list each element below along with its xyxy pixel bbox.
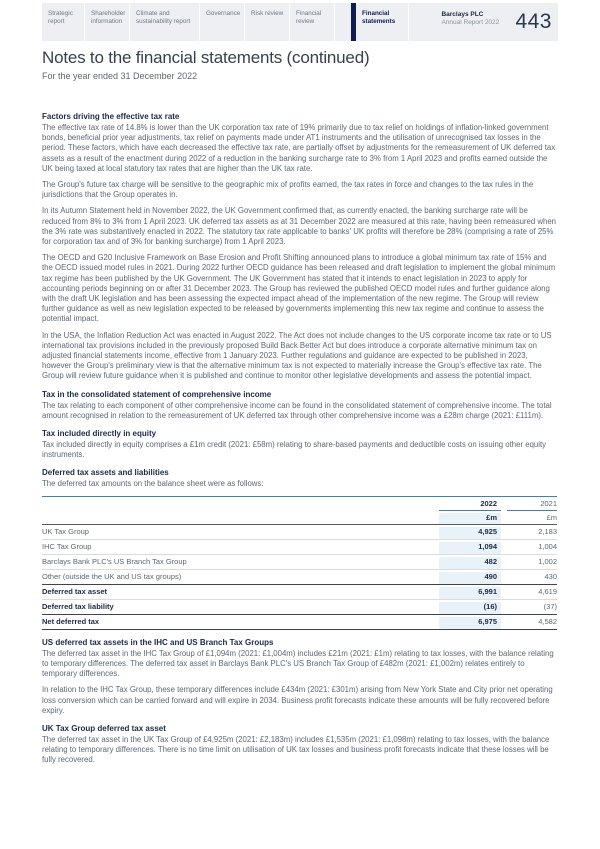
paragraph: The effective tax rate of 14.8% is lower than the UK corporation tax rate of 19% primarily due to tax relief on holdings of inflation-linked government bonds, beneficial prior year adjustments, tax relief on payments made under AT1 instruments and the utilisation of unrecognised tax losses in the period. These factors, which have each decreased the effective tax rate, are partially offset by adjustments for the remeasurement of UK deferred tax assets as a result of the enactment during 2022 of a reduction in the banking surcharge rate to 3% from 1 April 2023 and profits earned outside the UK being taxed at local statutory tax rates that are higher than the UK tax rate.: [42, 123, 556, 173]
paragraph: The Group's future tax charge will be sensitive to the geographic mix of profits earned, the tax rates in force and changes to the tax rules in the jurisdictions that the Group operates in.: [42, 180, 534, 200]
tab-label: Financial review: [296, 10, 322, 25]
value-2021: 4,619: [538, 586, 557, 596]
paragraph: Tax included directly in equity comprises a £1m credit (2021: £58m) relating to share-based payments and deductible costs on issuing other equity instruments.: [42, 440, 547, 460]
brand-block: [441, 3, 513, 41]
value-2022: (16): [439, 602, 501, 614]
page-subtitle: For the year ended 31 December 2022: [42, 71, 198, 81]
value-2021: 2,183: [538, 526, 557, 536]
paragraph: The deferred tax amounts on the balance sheet were as follows:: [42, 479, 264, 489]
tab-governance[interactable]: [200, 3, 245, 41]
tab-shareholder-information[interactable]: [85, 3, 130, 41]
tab-financial-review[interactable]: [290, 3, 335, 41]
table-row-deferred-tax-asset: [42, 585, 557, 600]
value-2022: 6,975: [439, 617, 501, 629]
tab-label: Shareholder information: [91, 10, 126, 25]
page-content: [42, 48, 557, 766]
table-row-ihc-tax-group: [42, 540, 557, 555]
tab-financial-statements[interactable]: [356, 3, 409, 41]
paragraph: The deferred tax asset in the IHC Tax Group of £1,094m (2021: £1,004m) includes £21m (2021: £1m) relating to tax losses, with the balance relating to temporary differences. The deferred tax asset in Barclays Bank PLC's US Branch Tax Group of £482m (2021: £1,002m) relates entirely to temporary differences.: [42, 648, 554, 679]
table-year-2022: 2022: [439, 499, 501, 511]
value-2022: 4,925: [439, 527, 501, 539]
table-year-2021: 2021: [507, 499, 557, 511]
tab-gap: [335, 3, 351, 41]
value-2022: 490: [439, 572, 501, 584]
row-label: IHC Tax Group: [42, 541, 92, 551]
value-2021: 4,582: [538, 616, 557, 626]
value-2022: 1,094: [439, 542, 501, 554]
section-heading-us-deferred-tax-assets: US deferred tax assets in the IHC and US Branch Tax Groups: [42, 637, 274, 647]
section-heading-effective-tax-rate: Factors driving the effective tax rate: [42, 112, 180, 121]
section-heading-deferred-tax: Deferred tax assets and liabilities: [42, 468, 169, 478]
row-label: Deferred tax liability: [42, 601, 114, 611]
paragraph: The deferred tax asset in the UK Tax Group of £4,925m (2021: £2,183m) includes £1,535m (2021: £1,098m) relating to tax losses, with the balance relating to temporary differences. There is no time limit on utilisation of UK tax losses and business profit forecasts indicate that these losses will be fully recovered.: [42, 734, 550, 765]
table-row-us-branch-tax-group: [42, 555, 557, 570]
row-label: UK Tax Group: [42, 526, 89, 536]
table-row-net-deferred-tax: [42, 615, 557, 630]
value-2021: 1,002: [538, 556, 557, 566]
tab-risk-review[interactable]: [245, 3, 290, 41]
paragraph: The tax relating to each component of other comprehensive income can be found in the consolidated statement of comprehensive income. The total amount recognised in relation to the remeasurement of UK deferred tax through other comprehensive income was a £28m charge (2021: £111m).: [42, 400, 552, 420]
paragraph: In the USA, the Inflation Reduction Act was enacted in August 2022. The Act does not include changes to the US corporate income tax rate or to US international tax provisions included in the previously proposed Build Back Better Act but does introduce a corporate alternative minimum tax on adjusted financial statements income, effective from 1 January 2023. Further regulations and guidance are expected to be published in 2023, however the Group's preliminary view is that the alternative minimum tax is not expected to materially increase the Group's effective tax rate. The Group will review future guidance when it is published and continue to monitor other legislative developments and assess the potential impact.: [42, 330, 552, 381]
table-year-header-row: [42, 497, 557, 511]
tab-label: Financial statements: [362, 10, 396, 25]
value-2021: 1,004: [538, 541, 557, 551]
value-2022: 482: [439, 557, 501, 569]
top-navigation: [42, 3, 558, 41]
tab-label: Climate and sustainability report: [136, 10, 191, 25]
notes-body: [42, 112, 557, 766]
section-heading-tax-in-equity: Tax included directly in equity: [42, 429, 157, 439]
tab-label: Governance: [206, 10, 241, 17]
table-unit-header-row: [42, 511, 557, 525]
row-label: Deferred tax asset: [42, 586, 108, 596]
table-row-deferred-tax-liability: [42, 600, 557, 615]
table-unit-2022: £m: [439, 513, 501, 524]
tab-label: Risk review: [251, 10, 284, 17]
page-title: Notes to the financial statements (continued): [42, 48, 370, 67]
value-2022: 6,991: [439, 587, 501, 599]
tab-strategic-report[interactable]: [42, 3, 85, 41]
row-label: Barclays Bank PLC's US Branch Tax Group: [42, 556, 187, 566]
header-spacer: [409, 3, 441, 41]
paragraph: The OECD and G20 Inclusive Framework on Base Erosion and Profit Shifting announced plans to introduce a global minimum tax rate of 15% and the OECD issued model rules in 2021. During 2022 further OECD guidance has been released and draft legislation to implement the global minimum tax regime has been published by the UK Government. The UK Government has stated that it intends to enact legislation in 2023 to apply for accounting periods beginning on or after 31 December 2023. The Group has reviewed the published OECD model rules and further guidance along with the draft UK legislation and has been assessing the expected impact ahead of the implementation of the new regime. The Group will review further guidance as well as new legislation expected to be released by governments implementing this new tax regime and continue to assess the potential impact.: [42, 253, 556, 324]
row-label: Other (outside the UK and US tax groups): [42, 571, 182, 581]
value-2021: (37): [543, 601, 557, 611]
tab-climate-and-sustainability-report[interactable]: [130, 3, 200, 41]
tab-label: Strategic report: [48, 10, 73, 25]
brand-name: Barclays PLC: [441, 11, 484, 18]
paragraph: In relation to the IHC Tax Group, these temporary differences include £434m (2021: £301m) arising from New York State and City prior net operating loss conversion which can be carried forward and will expire in 2034. Business profit forecasts indicate these amounts will be fully recovered before expiry.: [42, 685, 553, 715]
paragraph: In its Autumn Statement held in November 2022, the UK Government confirmed that, as currently enacted, the banking surcharge rate will be reduced from 8% to 3% from 1 April 2023. UK deferred tax assets as at 31 December 2022 are measured at this rate, having been remeasured when the 3% rate was substantively enacted in 2022. The statutory tax rate applicable to banks' UK profits will therefore be 28% (comprising a rate of 25% for corporation tax and of 3% for banking surcharge) from 1 April 2023.: [42, 206, 557, 247]
row-label: Net deferred tax: [42, 616, 100, 626]
section-heading-comprehensive-income: Tax in the consolidated statement of comprehensive income: [42, 389, 272, 399]
section-heading-uk-tax-group-deferred-tax-asset: UK Tax Group deferred tax asset: [42, 723, 166, 733]
table-row-uk-tax-group: [42, 525, 557, 540]
brand-report-title: Annual Report 2022: [441, 19, 500, 26]
table-row-other: [42, 570, 557, 585]
value-2021: 430: [544, 571, 557, 581]
deferred-tax-table: [42, 496, 557, 630]
table-unit-2021: £m: [546, 512, 557, 522]
page-number: 443: [515, 10, 552, 33]
